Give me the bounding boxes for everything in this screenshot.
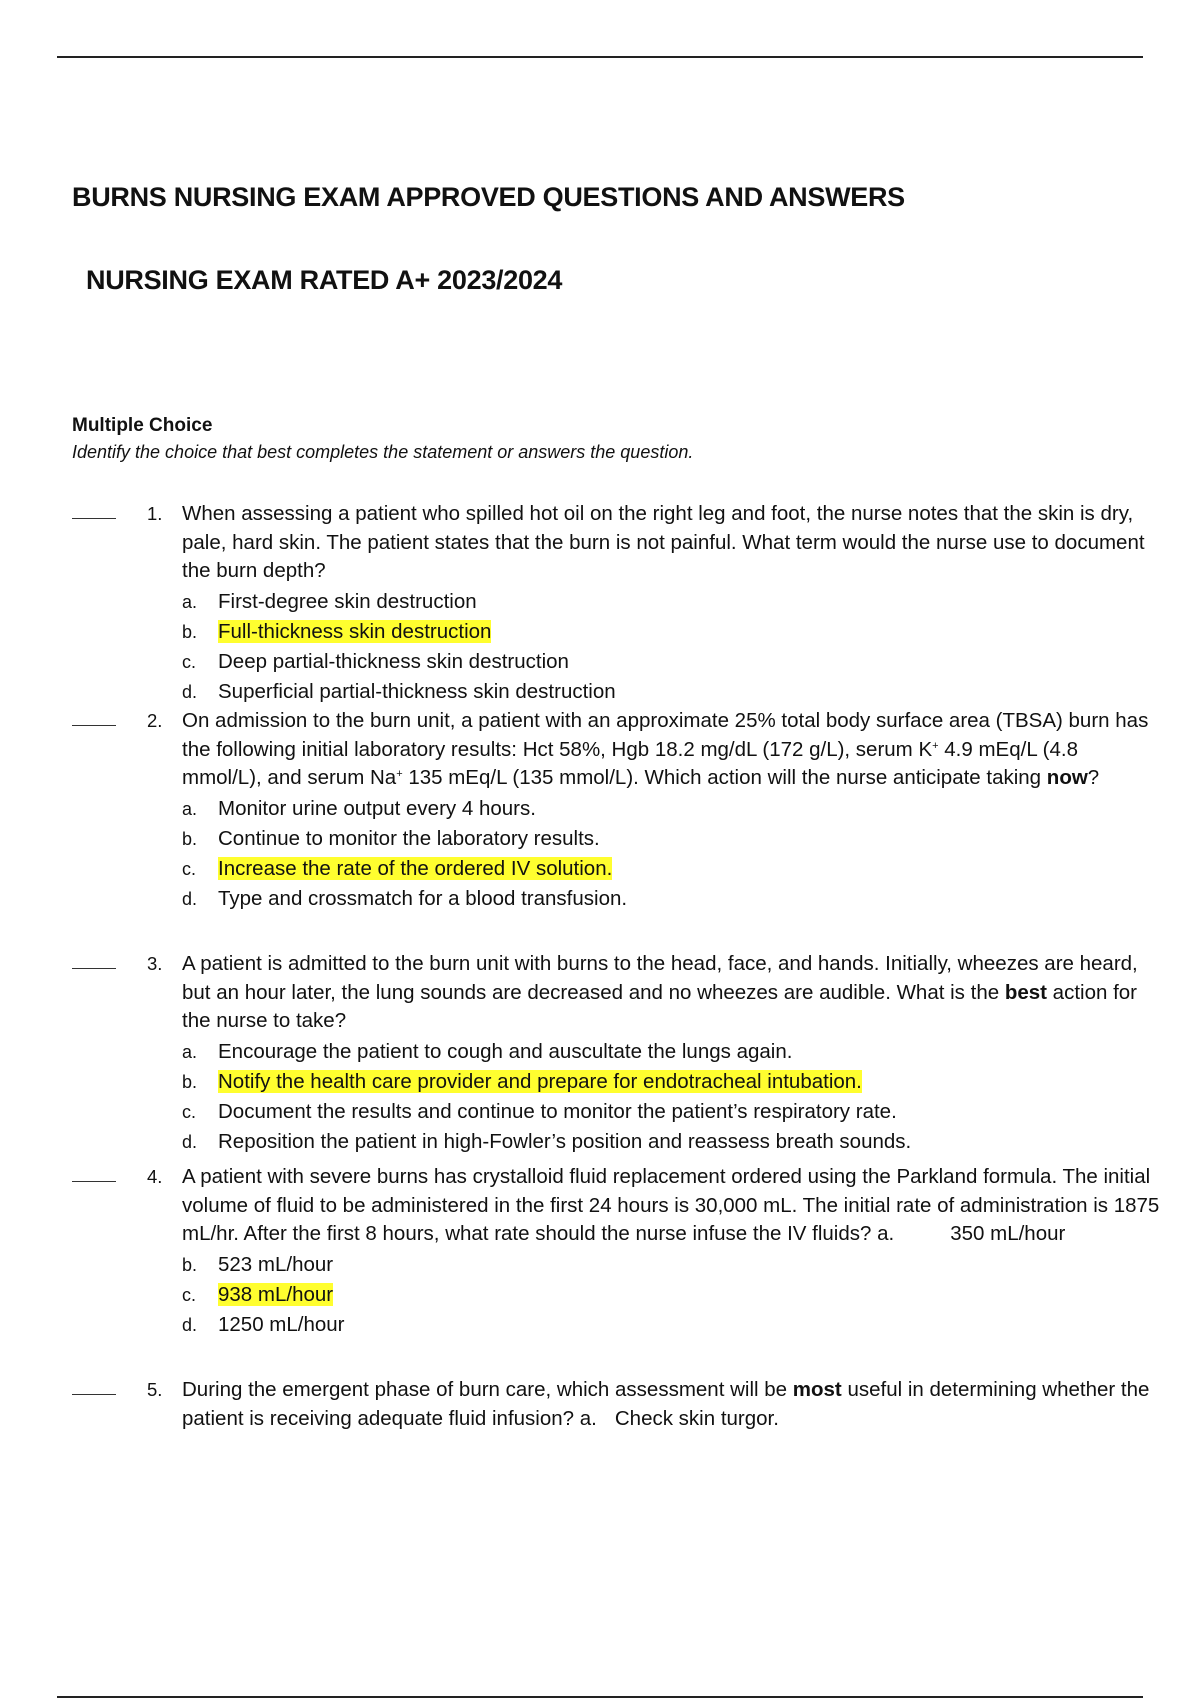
option-d [182,677,1160,707]
answer-blank[interactable] [72,1181,116,1182]
question-text-part: action for the nurse to take? [182,980,1138,1032]
option-list [182,587,1160,707]
question-text-part: On admission to the burn unit, a patient with an approximate 25% total body surface area (TBSA) burn has the following initial laboratory results: Hct 58%, Hgb 18.2 mg/dL (172 g/L), serum K [182,709,1149,761]
option-letter: c. [182,651,197,672]
option-letter: c. [182,1284,197,1305]
option-text: Superficial partial-thickness skin destruction [218,679,616,703]
option-letter: d. [182,1131,198,1152]
question-1 [72,500,1160,707]
option-letter: c. [182,858,197,879]
question-text-part: 135 mEq/L (135 mmol/L). Which action will the nurse anticipate taking [402,766,1047,789]
question-text: When assessing a patient who spilled hot oil on the right leg and foot, the nurse notes that the skin is dry, pale, hard skin. The patient states that the burn is not painful. What term would the nurse use to document the burn depth? [182,502,1145,582]
option-letter: b. [182,621,198,642]
option-letter: d. [182,888,198,909]
question-text-part: ? [1087,766,1100,789]
option-text: Deep partial-thickness skin destruction [218,649,569,673]
option-c [182,1097,1160,1127]
answer-blank[interactable] [72,725,116,726]
question-3 [72,950,1160,1157]
top-divider [57,56,1143,58]
option-d [182,1127,1160,1157]
highlighted-answer: Increase the rate of the ordered IV solution. [218,856,613,880]
option-text: Type and crossmatch for a blood transfusion. [218,886,628,910]
answer-blank[interactable] [72,968,116,969]
highlighted-answer: 938 mL/hour [218,1282,334,1306]
question-number: 5. [147,1379,163,1400]
question-text-part: 4.9 mEq/L (4.8 mmol/L), and serum Na [182,737,1078,789]
superscript-plus: + [932,739,939,752]
inline-option-letter: a. [579,1406,597,1430]
question-text-part: A patient is admitted to the burn unit with burns to the head, face, and hands. Initially, wheezes are heard, but an hour later, the lung sounds are decreased and no wheezes are audible. What is the [182,952,1138,1004]
option-text: Monitor urine output every 4 hours. [218,796,536,820]
option-text: Reposition the patient in high-Fowler’s position and reassess breath sounds. [218,1129,912,1153]
option-a [182,1037,1160,1067]
option-letter: b. [182,828,198,849]
question-text-part: A patient with severe burns has crystalloid fluid replacement ordered using the Parkland formula. The initial volume of fluid to be administered in the first 24 hours is 30,000 mL. The initial rate of administration is 1875 mL/hr. After the first 8 hours, what rate should the nurse infuse the IV fluids? [182,1165,1160,1245]
option-text: Continue to monitor the laboratory results. [218,826,600,850]
option-list [182,794,1160,914]
option-c [182,854,1160,884]
answer-blank[interactable] [72,1394,116,1395]
option-b [182,824,1160,854]
option-b [182,1250,1160,1280]
highlighted-answer: Full-thickness skin destruction [218,619,492,643]
option-letter: b. [182,1254,198,1275]
question-4 [72,1163,1160,1340]
question-number: 4. [147,1166,163,1187]
option-letter: a. [182,1041,198,1062]
question-2 [72,707,1160,914]
option-letter: d. [182,1314,198,1335]
emphasis-word: now [1046,766,1088,789]
option-a [182,587,1160,617]
option-list [182,1250,1160,1340]
answer-blank[interactable] [72,518,116,519]
option-letter: a. [182,591,198,612]
question-5 [72,1376,1160,1433]
option-b [182,617,1160,647]
option-text: 1250 mL/hour [218,1312,345,1336]
option-c [182,647,1160,677]
emphasis-word: most [792,1378,842,1401]
inline-option-text: 350 mL/hour [950,1222,1066,1245]
option-letter: d. [182,681,198,702]
question-text-part: useful in determining whether the patient is receiving adequate fluid infusion? [182,1378,1150,1430]
option-text: Encourage the patient to cough and auscultate the lungs again. [218,1039,793,1063]
option-b [182,1067,1160,1097]
document-subtitle: NURSING EXAM RATED A+ 2023/2024 [86,265,563,295]
inline-option-letter: a. [877,1222,895,1245]
superscript-plus: + [396,768,403,780]
option-text: First-degree skin destruction [218,589,477,613]
emphasis-word: best [1004,980,1047,1004]
document-title: BURNS NURSING EXAM APPROVED QUESTIONS AND ANSWERS [72,182,905,212]
question-number: 3. [147,953,163,974]
instructions: Identify the choice that best completes the statement or answers the question. [72,442,694,462]
highlighted-answer: Notify the health care provider and prepare for endotracheal intubation. [218,1069,862,1093]
question-text [182,707,1160,793]
option-letter: a. [182,798,198,819]
option-d [182,1310,1160,1340]
question-text [182,1163,1160,1249]
question-number: 1. [147,503,163,524]
option-d [182,884,1160,914]
option-a [182,794,1160,824]
option-list [182,1037,1160,1157]
inline-option-text: Check skin turgor. [614,1406,779,1430]
question-text [182,950,1160,1036]
option-text: Document the results and continue to monitor the patient’s respiratory rate. [218,1099,897,1123]
option-letter: c. [182,1101,197,1122]
question-text-part: During the emergent phase of burn care, which assessment will be [182,1378,793,1401]
option-letter: b. [182,1071,198,1092]
bottom-divider [57,1696,1143,1698]
section-heading: Multiple Choice [72,415,213,436]
question-number: 2. [147,710,163,731]
option-text: 523 mL/hour [218,1252,334,1276]
question-text [182,1376,1160,1433]
option-c [182,1280,1160,1310]
